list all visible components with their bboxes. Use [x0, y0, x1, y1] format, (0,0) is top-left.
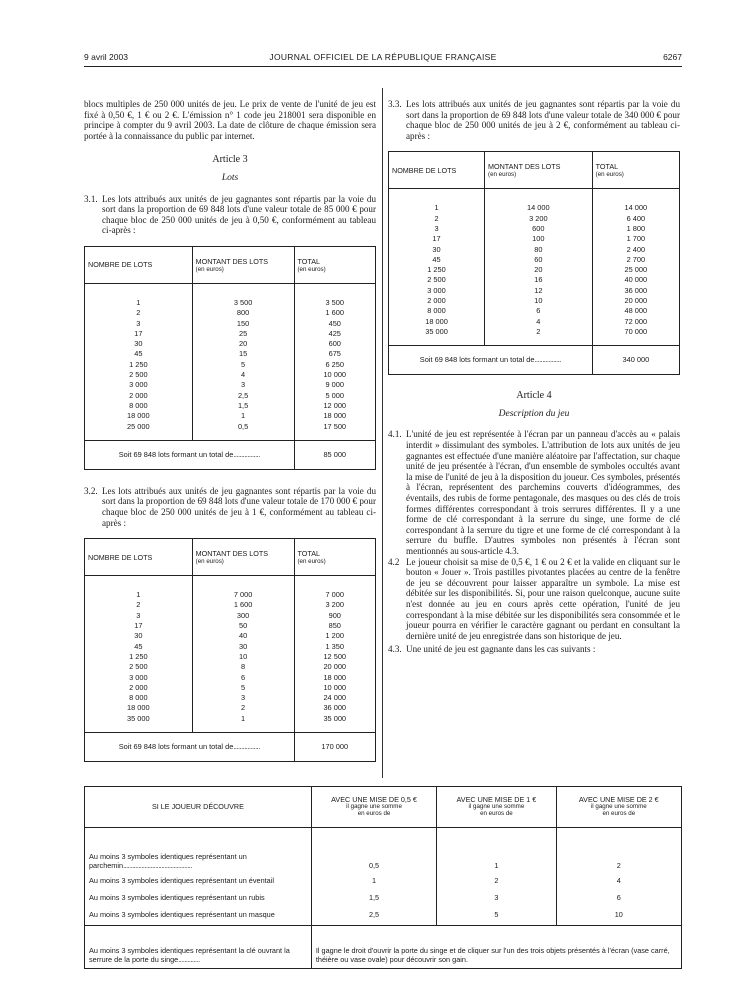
table-cell: 2 500	[129, 662, 148, 672]
table-cell: 9 000	[325, 380, 344, 390]
paragraph-text: Une unité de jeu est gagnante dans les cas suivants :	[406, 644, 596, 655]
row-value-0-5: 2,5	[311, 904, 436, 926]
table-cell: 800	[236, 308, 250, 318]
table-cell: 6	[536, 306, 541, 316]
table-cell: 600	[532, 223, 545, 233]
paragraph-number: 3.2.	[84, 485, 98, 496]
table-cell: 300	[236, 610, 250, 620]
row-value-2: 2	[556, 828, 681, 873]
nombre-column	[85, 576, 193, 733]
total-column	[592, 189, 679, 346]
paragraph-number: 4.1.	[388, 429, 402, 440]
header-date: 9 avril 2003	[84, 52, 128, 62]
paragraph-3-2	[84, 486, 376, 528]
table-cell: 1	[241, 411, 246, 421]
table-cell: 0,5	[237, 421, 249, 431]
table-cell: 17 500	[323, 421, 347, 431]
header-journal-title: JOURNAL OFFICIEL DE LA RÉPUBLIQUE FRANÇAISE	[269, 52, 497, 62]
montant-column	[192, 576, 294, 733]
table-cell: 1	[241, 713, 246, 723]
sum-label: Soit 69 848 lots formant un total de.................	[85, 733, 295, 762]
lots-table-2	[84, 538, 376, 762]
table-cell: 1 250	[129, 651, 148, 661]
lots-table-1	[84, 246, 376, 470]
header-total: TOTAL (en euros)	[592, 152, 679, 189]
total-column	[294, 576, 376, 733]
table-cell: 100	[532, 234, 545, 244]
table-cell: 1 350	[325, 641, 344, 651]
table-cell: 45	[134, 349, 143, 359]
right-column	[388, 99, 680, 655]
table-cell: 150	[236, 318, 250, 328]
winning-cases-section	[84, 786, 682, 969]
table-cell: 4	[241, 370, 246, 380]
paragraph-text: L'unité de jeu est représentée à l'écran par un panneau d'accès au « palais interdit » dissimulant des symboles. L'attribution de lots aux unités de jeu gagnantes est effectuée d'une manière aléatoire par l'affectation, sur chaque unité de jeu présentée à l'écran, d'un ensemble de symboles occultés avant la mise de l'unité de jeu à la disposition du joueur. Ces symboles, présentés à l'écran, représentent des parchemins couverts d'idéogrammes, des éventails, des rubis de forme pentagonale, des masques ou des clés de trois formes différentes correspondant à trois serrures différentes. Il y a une forme de clé correspondant à la serrure du singe, une forme de clé correspondant à la serrure du tigre et une forme de clé correspondant à la serrure du buffle. D'autres symboles non présentés à l'écran sont mentionnés au sous-article 4.3.	[406, 429, 680, 556]
table-row	[85, 904, 682, 926]
table-cell: 18 000	[127, 411, 150, 421]
sum-label: Soit 69 848 lots formant un total de.................	[85, 440, 295, 469]
article-4-subtitle: Description du jeu	[498, 408, 570, 419]
table-row	[85, 887, 682, 904]
lots-table-3	[388, 151, 680, 375]
table-cell: 35 000	[127, 713, 150, 723]
table-cell: 7 000	[325, 590, 344, 600]
table-cell: 72 000	[624, 316, 648, 326]
table-cell: 6 250	[325, 359, 344, 369]
table-cell: 8	[241, 662, 246, 672]
table-cell: 1	[136, 297, 141, 307]
table-cell: 12	[534, 285, 543, 295]
table-row	[85, 828, 682, 873]
table-cell: 14 000	[624, 203, 648, 213]
header-nombre: NOMBRE DE LOTS	[85, 539, 193, 576]
table-cell: 450	[328, 318, 341, 328]
table-cell: 30	[134, 631, 143, 641]
paragraph-number: 3.3.	[388, 99, 402, 109]
header-page-number: 6267	[663, 52, 682, 62]
table-cell: 30	[238, 641, 248, 651]
table-cell: 18 000	[323, 672, 347, 682]
row-value-0-5: 1,5	[311, 887, 436, 904]
row-value-0-5: 0,5	[311, 828, 436, 873]
table-cell: 1,5	[237, 400, 249, 410]
table-cell: 2	[536, 326, 541, 336]
table-cell: 2	[241, 703, 246, 713]
table-cell: 35 000	[425, 326, 448, 336]
row-label: Au moins 3 symboles identiques représentant un masque	[85, 904, 312, 926]
table-cell: 2 000	[129, 390, 148, 400]
table-cell: 12 000	[323, 400, 347, 410]
table-cell: 3 000	[427, 285, 446, 295]
table-cell: 2 000	[427, 296, 446, 306]
paragraph-text: Les lots attribués aux unités de jeu gagnantes sont répartis par la voie du sort dans la proportion de 69 848 lots d'une valeur totale de 340 000 € pour chaque bloc de 250 000 unités de jeu à 2 €, conformément au tableau ci-après :	[406, 99, 680, 141]
paragraph-3-3	[388, 99, 680, 141]
table-cell: 24 000	[323, 693, 347, 703]
sum-value: 170 000	[294, 733, 376, 762]
table-cell: 10	[238, 651, 248, 661]
table-cell: 3 000	[129, 380, 148, 390]
table-cell: 12 500	[323, 651, 347, 661]
table-cell: 1 200	[325, 631, 344, 641]
row-label: Au moins 3 symboles identiques représentant un parchemin.............................................	[85, 828, 312, 873]
table-cell: 600	[328, 339, 341, 349]
row-value-1: 3	[437, 887, 556, 904]
table-cell: 6	[241, 672, 246, 682]
header-stake-0-5: AVEC UNE MISE DE 0,5 € il gagne une somme en euros de	[311, 787, 436, 828]
table-cell: 30	[432, 244, 441, 254]
article-3-subtitle: Lots	[221, 172, 239, 183]
table-cell: 2 500	[427, 275, 446, 285]
table-cell: 14 000	[527, 203, 550, 213]
table-cell: 10	[534, 296, 543, 306]
paragraph-3-1	[84, 194, 376, 236]
table-cell: 2 500	[129, 370, 148, 380]
paragraph-number: 4.2	[388, 556, 400, 567]
table-cell: 3 000	[129, 672, 148, 682]
table-cell: 80	[534, 244, 543, 254]
table-cell: 3	[241, 380, 246, 390]
table-cell: 17	[134, 621, 143, 631]
table-cell: 36 000	[323, 703, 347, 713]
table-cell: 20 000	[323, 662, 347, 672]
sum-value: 85 000	[294, 440, 376, 469]
table-row	[85, 926, 682, 969]
header-discovery: SI LE JOUEUR DÉCOUVRE	[85, 787, 312, 828]
table-cell: 7 000	[233, 590, 253, 600]
table-cell: 25 000	[624, 265, 648, 275]
header-rule	[84, 66, 682, 67]
table-cell: 10 000	[323, 682, 347, 692]
table-cell: 1 700	[626, 234, 646, 244]
paragraph-text: Les lots attribués aux unités de jeu gagnantes sont répartis par la voie du sort dans la proportion de 69 848 lots d'une valeur totale de 85 000 € pour chaque bloc de 250 000 unités de jeu à 0,50 €, conformément au tableau ci-après :	[102, 193, 376, 236]
column-divider	[382, 88, 383, 778]
row-value-1: 2	[437, 872, 556, 887]
row-label: Au moins 3 symboles identiques représentant un rubis	[85, 887, 312, 904]
table-cell: 6 400	[626, 213, 646, 223]
total-column	[294, 283, 376, 440]
table-cell: 16	[534, 275, 543, 285]
left-column	[84, 99, 376, 778]
table-cell: 3 200	[529, 213, 548, 223]
table-cell: 850	[328, 621, 341, 631]
row-label: Au moins 3 symboles identiques représentant la clé ouvrant la serrure de la porte du singe..............	[85, 926, 312, 969]
table-cell: 17	[432, 234, 441, 244]
table-cell: 3 500	[233, 297, 253, 307]
paragraph-number: 3.1.	[84, 193, 98, 204]
table-cell: 20	[534, 265, 543, 275]
table-cell: 40 000	[624, 275, 648, 285]
table-row	[85, 872, 682, 887]
row-value-2: 10	[556, 904, 681, 926]
row-value-1: 1	[437, 828, 556, 873]
table-cell: 4	[536, 316, 541, 326]
header-nombre: NOMBRE DE LOTS	[389, 152, 485, 189]
table-cell: 25	[238, 328, 248, 338]
table-cell: 48 000	[624, 306, 648, 316]
table-cell: 2	[136, 308, 141, 318]
table-cell: 675	[328, 349, 341, 359]
paragraph-4-2	[388, 557, 680, 642]
table-cell: 1 800	[626, 223, 646, 233]
table-cell: 1 600	[325, 308, 344, 318]
nombre-column	[85, 283, 193, 440]
table-cell: 1	[434, 203, 439, 213]
header-stake-2: AVEC UNE MISE DE 2 € il gagne une somme en euros de	[556, 787, 681, 828]
table-cell: 45	[134, 641, 143, 651]
page-header	[84, 52, 682, 64]
table-cell: 50	[238, 621, 248, 631]
table-cell: 5	[241, 359, 246, 369]
paragraph-text: Les lots attribués aux unités de jeu gagnantes sont répartis par la voie du sort dans la proportion de 69 848 lots d'une valeur totale de 170 000 € pour chaque bloc de 250 000 unités de jeu à 1 €, conformément au tableau ci-après :	[102, 485, 376, 528]
intro-paragraph: blocs multiples de 250 000 unités de jeu. Le prix de vente de l'unité de jeu est fixé à 0,50 €, 1 € ou 2 €. L'émission n° 1 code jeu 218001 sera disponible en principe à compter du 9 avril 2003. La date de clôture de chaque émission sera portée à la connaissance du public par internet.	[84, 99, 376, 141]
table-cell: 8 000	[129, 400, 148, 410]
winning-cases-table	[84, 786, 682, 969]
table-cell: 3	[136, 610, 141, 620]
header-nombre: NOMBRE DE LOTS	[85, 246, 193, 283]
header-montant: MONTANT DES LOTS (en euros)	[485, 152, 593, 189]
row-value-2: 6	[556, 887, 681, 904]
row-value-0-5: 1	[311, 872, 436, 887]
table-cell: 3	[434, 223, 439, 233]
table-cell: 1 600	[233, 600, 253, 610]
sum-value: 340 000	[592, 346, 679, 375]
montant-column	[485, 189, 593, 346]
header-stake-1: AVEC UNE MISE DE 1 € il gagne une somme en euros de	[437, 787, 556, 828]
table-cell: 20	[238, 339, 248, 349]
header-montant: MONTANT DES LOTS (en euros)	[192, 246, 294, 283]
nombre-column	[389, 189, 485, 346]
table-cell: 60	[534, 254, 543, 264]
table-cell: 2,5	[237, 390, 249, 400]
table-cell: 3	[136, 318, 141, 328]
table-cell: 2 000	[129, 682, 148, 692]
table-cell: 18 000	[425, 316, 448, 326]
table-cell: 20 000	[624, 296, 648, 306]
paragraph-text: Le joueur choisit sa mise de 0,5 €, 1 € ou 2 € et la valide en cliquant sur le bouton « Jouer ». Trois pastilles pivotantes placées au centre de la fenêtre de jeu se découvrent pour laisser apparaître un symbole. La mise est débitée sur les disponibilités. Si, pour une raison quelconque, aucune suite n'est donnée au jeu en cours après cette opération, l'unité de jeu correspondant à la mise débitée sur les disponibilités sera consommée et le joueur pourra en vérifier le caractère gagnant ou perdant en consultant la dernière unité de jeu enregistrée dans son historique de jeu.	[406, 556, 680, 641]
table-cell: 18 000	[127, 703, 150, 713]
table-cell: 5	[241, 682, 246, 692]
table-cell: 2	[136, 600, 141, 610]
table-cell: 5 000	[325, 390, 344, 400]
row-outcome-text: Il gagne le droit d'ouvrir la porte du singe et de cliquer sur l'un des trois objets présentés à l'écran (vase carré, théière ou vase ovale) pour découvrir son gain.	[311, 926, 681, 969]
table-cell: 1 250	[129, 359, 148, 369]
table-cell: 1 250	[427, 265, 446, 275]
table-cell: 2 700	[626, 254, 646, 264]
table-cell: 17	[134, 328, 143, 338]
table-cell: 36 000	[624, 285, 648, 295]
table-cell: 2	[434, 213, 439, 223]
row-label: Au moins 3 symboles identiques représentant un éventail	[85, 872, 312, 887]
article-4-title: Article 4	[516, 390, 552, 402]
table-cell: 70 000	[624, 326, 648, 336]
row-value-2: 4	[556, 872, 681, 887]
sum-label: Soit 69 848 lots formant un total de.................	[389, 346, 593, 375]
table-cell: 3 500	[325, 297, 344, 307]
header-total: TOTAL (en euros)	[294, 539, 376, 576]
table-cell: 1	[136, 590, 141, 600]
table-cell: 2 400	[626, 244, 646, 254]
table-cell: 8 000	[427, 306, 446, 316]
header-montant: MONTANT DES LOTS (en euros)	[192, 539, 294, 576]
table-cell: 18 000	[323, 411, 347, 421]
table-cell: 25 000	[127, 421, 150, 431]
header-total: TOTAL (en euros)	[294, 246, 376, 283]
paragraph-number: 4.3.	[388, 644, 402, 655]
table-cell: 10 000	[323, 370, 347, 380]
paragraph-4-1	[388, 429, 680, 556]
paragraph-4-3	[388, 644, 680, 655]
table-cell: 35 000	[323, 713, 347, 723]
montant-column	[192, 283, 294, 440]
table-cell: 3 200	[325, 600, 344, 610]
table-cell: 3	[241, 693, 246, 703]
article-3-title: Article 3	[212, 154, 248, 166]
table-cell: 425	[328, 328, 341, 338]
table-cell: 30	[134, 339, 143, 349]
table-cell: 900	[328, 610, 341, 620]
row-value-1: 5	[437, 904, 556, 926]
table-cell: 8 000	[129, 693, 148, 703]
table-cell: 45	[432, 254, 441, 264]
table-cell: 15	[238, 349, 248, 359]
table-cell: 40	[238, 631, 248, 641]
